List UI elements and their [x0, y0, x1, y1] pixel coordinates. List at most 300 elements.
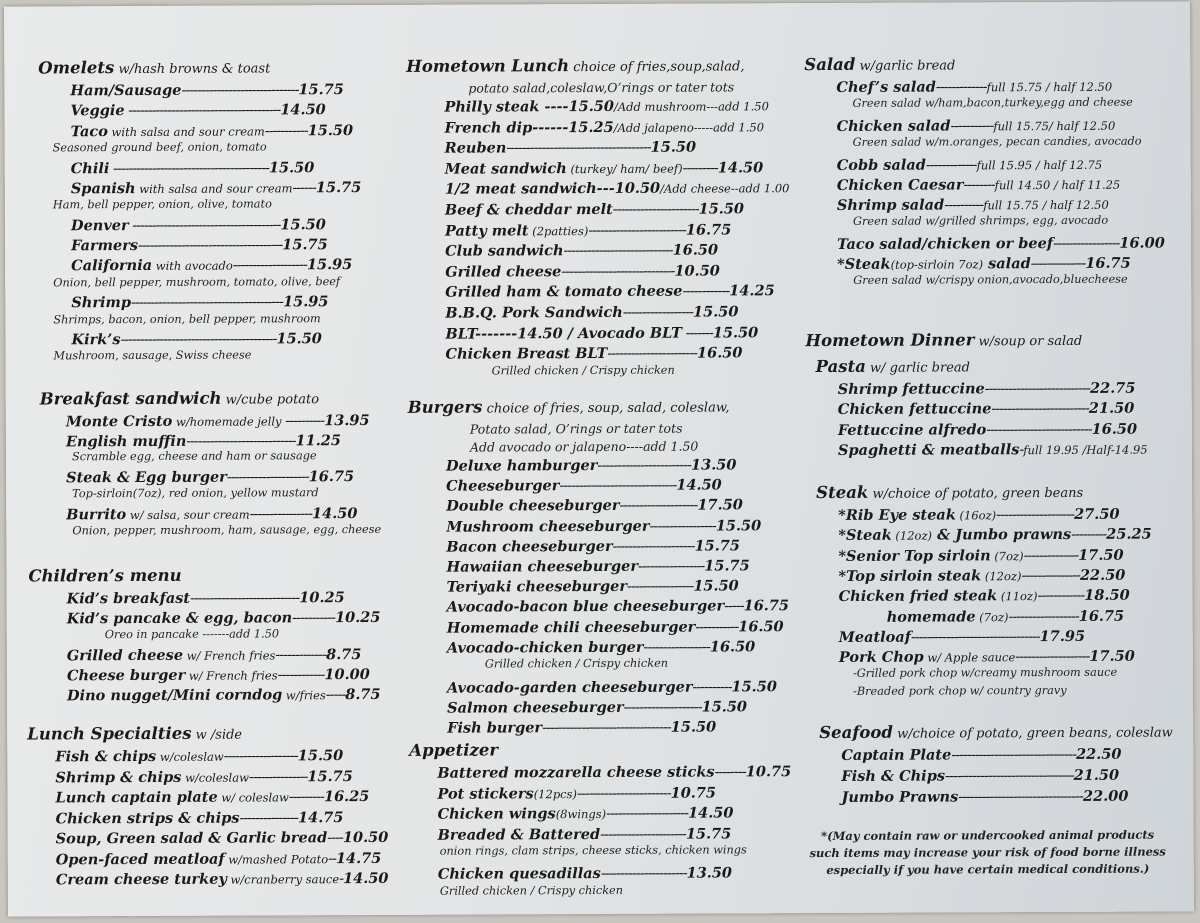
dot-leader: ------------- — [275, 647, 327, 664]
section-subtitle: w/soup or salad — [974, 333, 1083, 350]
item-price: 15.50 — [715, 516, 762, 535]
item-price: 15.50 — [712, 323, 759, 342]
item-name: Cheeseburger — [446, 477, 560, 495]
section-name: Hometown Dinner — [805, 330, 975, 351]
dot-leader: ------------------ — [622, 304, 694, 321]
item-name: Beef & cheddar melt — [444, 200, 613, 219]
section-title — [816, 356, 970, 376]
menu-item — [447, 638, 755, 656]
item-price: 14.75 — [335, 849, 382, 867]
item-name: French dip------15.25 — [444, 118, 614, 137]
item-price: 14.50 — [717, 159, 764, 177]
dot-leader: ---------------------------- — [563, 242, 673, 260]
item-price: 15.95 — [283, 293, 329, 311]
dot-leader: -------------------------------------- — [128, 217, 281, 234]
dot-leader: ------------------------ — [576, 785, 671, 802]
item-price: 22.00 — [1082, 787, 1129, 805]
item-extra: /Add jalapeno-----add 1.50 — [613, 119, 765, 135]
dot-leader: ---------------------------- — [190, 590, 300, 607]
section-title — [406, 55, 744, 75]
item-name: Pork Chop — [838, 648, 924, 667]
item-price: 21.50 — [1088, 400, 1135, 418]
item-size: (top-sirloin 7oz) — [890, 257, 984, 272]
dot-leader: ---------------------------- — [186, 432, 296, 450]
item-price-options: full 14.50 / half 11.25 — [994, 177, 1121, 193]
item-name: Fish & Chips — [841, 767, 946, 785]
menu-item — [446, 456, 736, 474]
menu-item — [56, 809, 344, 827]
item-name: *Steak — [837, 255, 891, 273]
item-name: Captain Plate — [841, 746, 952, 764]
item-price-options: full 19.95 /Half-14.95 — [1023, 442, 1148, 458]
dot-leader: ---------- — [692, 679, 732, 696]
item-size: w/ coleslaw — [217, 790, 289, 805]
dot-leader: ----------------- — [637, 558, 705, 575]
item-name: Lunch captain plate — [55, 788, 218, 807]
section-title — [27, 724, 242, 744]
item-price: 15.75 — [694, 537, 740, 555]
item-price: 15.75 — [685, 824, 732, 843]
menu-item — [446, 477, 722, 495]
section-name: Children’s menu — [28, 565, 182, 586]
item-price: 15.95 — [306, 256, 353, 274]
item-name: Chicken fried steak — [838, 587, 998, 606]
dot-leader: --------------------------------- — [944, 767, 1074, 785]
dot-leader: ------------ — [277, 666, 325, 684]
item-name: Chicken Caesar — [836, 176, 964, 194]
dot-leader: -------- — [714, 764, 746, 781]
menu-item — [445, 200, 744, 218]
item-name: Shrimp & chips — [55, 768, 182, 786]
item-price: 15.75 — [298, 81, 344, 99]
dot-leader: ----- — [325, 686, 346, 703]
dot-leader: ----------------- — [649, 518, 716, 535]
dot-leader: --------------------------------- — [910, 628, 1040, 646]
item-price: 21.50 — [1073, 766, 1120, 784]
dot-leader: ------------------ — [1008, 608, 1079, 625]
menu-item — [66, 432, 341, 450]
item-price-options: full 15.75 / half 12.50 — [986, 79, 1113, 95]
menu-item — [438, 864, 732, 882]
item-name: Patty melt — [444, 221, 529, 240]
item-description: Green salad w/m.oranges, pecan candies, avocado — [852, 134, 1142, 149]
dot-leader: --------- — [682, 160, 718, 177]
item-name: Kid’s pancake & egg, bacon — [66, 609, 293, 628]
dot-leader: -------------- — [1030, 255, 1086, 273]
item-price: 17.50 — [697, 496, 743, 514]
menu-item — [445, 118, 765, 136]
item-price: 15.75 — [282, 236, 328, 254]
menu-item — [446, 517, 761, 535]
item-extra: /Add mushroom---add 1.50 — [613, 99, 769, 114]
menu-item — [447, 618, 784, 636]
item-name: Philly steak ----15.50 — [444, 97, 614, 116]
section-name: Salad — [804, 54, 856, 75]
item-size: w/coleslaw — [156, 749, 224, 764]
item-price: 8.75 — [345, 685, 381, 703]
section-name: Burgers — [407, 397, 483, 417]
menu-item — [887, 607, 1125, 625]
menu-item — [66, 505, 357, 523]
item-price: 15.50 — [280, 215, 326, 234]
dot-leader: --------------------------------------- — [124, 102, 281, 120]
menu-item — [71, 159, 315, 177]
item-name: BLT-------14.50 / Avocado BLT — [445, 324, 682, 343]
menu-item — [55, 747, 343, 765]
dot-leader: ------------- — [935, 79, 987, 96]
item-description: Scramble egg, cheese and ham or sausage — [71, 449, 317, 464]
menu-item — [837, 156, 1102, 174]
item-name: Soup, Green salad & Garlic bread — [55, 829, 328, 848]
item-name: Chicken strips & chips — [55, 809, 240, 827]
dot-leader: --------------------- — [606, 805, 689, 822]
item-name: Taco salad/chicken or beef — [837, 235, 1054, 253]
item-size: w/homemade jelly — [172, 414, 286, 429]
item-name: Meat sandwich — [444, 159, 567, 178]
item-price: 16.75 — [685, 221, 732, 239]
item-price: 16.50 — [672, 241, 719, 259]
item-description: Mushroom, sausage, Swiss cheese — [53, 348, 252, 363]
item-price: 15.50 — [701, 698, 748, 716]
item-price: 8.75 — [326, 645, 362, 664]
section-name: Appetizer — [409, 740, 499, 760]
item-price: 25.25 — [1106, 525, 1152, 544]
menu-item — [71, 179, 362, 197]
menu-item — [838, 420, 1137, 438]
dot-leader: ---------------------- — [600, 826, 686, 843]
item-name: Homemade chili cheeseburger — [446, 618, 696, 637]
section-title — [816, 482, 1083, 502]
dot-leader: -------- — [963, 177, 995, 194]
item-size: with salsa and sour cream — [135, 181, 293, 196]
menu-item — [71, 216, 326, 234]
dot-leader: ---------------------------------------- — [120, 331, 277, 349]
menu-item — [56, 870, 389, 888]
item-name: homemade — [886, 607, 976, 626]
item-size: w/coleslaw — [181, 770, 249, 785]
item-size: (12pcs) — [533, 786, 578, 801]
menu-item — [67, 685, 381, 703]
item-size: w/cranberry sauce — [226, 872, 340, 887]
item-price: 17.50 — [1089, 647, 1135, 665]
item-name: Dino nugget/Mini corndog — [66, 685, 283, 704]
dot-leader: ------------------- — [223, 748, 298, 765]
item-name: Chicken quesadillas — [437, 864, 601, 883]
menu-item — [67, 646, 362, 664]
item-size: w/ French fries — [182, 648, 276, 663]
disclaimer-line: especially if you have certain medical conditions.) — [826, 861, 1150, 878]
section-subtitle-line: potato salad,coleslaw,O’rings or tater tots — [468, 79, 735, 96]
item-description: Oreo in pancake -------add 1.50 — [104, 626, 280, 641]
item-name: Cobb salad — [836, 156, 926, 174]
item-name: California — [71, 257, 153, 275]
item-name: Cream cheese turkey — [55, 870, 227, 889]
item-price: 16.50 — [738, 617, 784, 635]
menu-item — [841, 746, 1121, 764]
item-size: (7oz) — [990, 548, 1024, 563]
item-name: Ham/Sausage — [70, 81, 182, 100]
menu-page — [4, 1, 1194, 916]
menu-item — [838, 546, 1123, 564]
menu-item — [839, 628, 1085, 646]
item-price: 15.75 — [315, 178, 362, 197]
item-price: 22.50 — [1079, 566, 1126, 584]
item-price: 13.50 — [690, 456, 737, 474]
menu-item — [841, 788, 1128, 806]
dot-leader: --------------------------- — [984, 380, 1091, 398]
menu-item — [445, 303, 738, 321]
menu-item — [836, 78, 1112, 96]
section-subtitle: choice of fries,soup,salad, — [569, 59, 745, 76]
item-name: Shrimp — [71, 294, 132, 312]
dot-leader: --------------------------------- — [542, 720, 671, 737]
menu-item — [841, 767, 1119, 785]
menu-item — [437, 763, 791, 782]
menu-item — [838, 567, 1125, 585]
item-name: Battered mozzarella cheese sticks — [437, 763, 715, 782]
menu-item — [447, 578, 739, 596]
dot-leader: -------------------------------- — [958, 788, 1084, 806]
menu-item — [67, 666, 370, 684]
item-price: 15.50 — [276, 330, 322, 348]
item-size: w/ Apple sauce — [923, 650, 1016, 665]
item-name: Cheese burger — [66, 666, 186, 685]
dot-leader: --------------- — [239, 809, 299, 827]
menu-item — [56, 849, 382, 867]
item-price: 16.50 — [1091, 420, 1138, 438]
dot-leader: ------------------- — [232, 257, 307, 274]
dot-leader: ----------------- — [626, 578, 694, 596]
menu-item — [66, 412, 370, 430]
item-extra: /Add cheese--add 1.00 — [660, 181, 790, 197]
item-price: 22.50 — [1076, 745, 1122, 763]
dot-leader: -------------------- — [619, 497, 698, 515]
section-subtitle: w /side — [191, 727, 243, 743]
item-name: English muffin — [65, 432, 187, 450]
dot-leader: ---------------------- — [600, 865, 687, 882]
menu-item — [71, 236, 328, 254]
item-name: Fish & chips — [55, 747, 157, 766]
item-price: 16.75 — [1078, 607, 1125, 625]
section-subtitle: w/choice of potato, green beans, coleslaw — [892, 725, 1173, 742]
dot-leader: ------------------------------ — [181, 82, 299, 99]
menu-item — [837, 255, 1131, 273]
item-description: Grilled chicken / Crispy chicken — [439, 883, 624, 898]
item-price: 10.75 — [670, 783, 717, 802]
dot-leader: -------------------------------- — [951, 746, 1077, 764]
menu-item — [837, 235, 1165, 253]
item-name: Grilled cheese — [66, 646, 184, 665]
item-price-options: full 15.75/ half 12.50 — [993, 118, 1116, 134]
dot-leader: ------------------------------------- — [137, 237, 283, 255]
menu-item — [56, 829, 389, 847]
menu-item — [55, 768, 353, 786]
item-price: 14.25 — [729, 282, 775, 300]
item-price: 13.50 — [686, 864, 733, 882]
item-name: Farmers — [71, 237, 139, 255]
dot-leader: ---------- — [285, 413, 325, 430]
item-description: Grilled chicken / Crispy chicken — [484, 656, 669, 671]
item-price: 10.75 — [745, 763, 792, 781]
item-price: 16.75 — [743, 597, 790, 615]
item-description: Ham, bell pepper, onion, olive, tomato — [52, 197, 272, 212]
item-name: Fettuccine alfredo — [837, 421, 987, 439]
item-name: Denver — [70, 216, 129, 234]
section-title — [38, 57, 270, 77]
dot-leader: -- — [328, 850, 336, 867]
item-size: (8wings) — [555, 806, 607, 822]
menu-item — [839, 587, 1130, 605]
menu-item — [446, 537, 740, 555]
item-price: 15.75 — [704, 557, 750, 575]
item-size: (7oz) — [975, 609, 1009, 624]
item-size: (16oz) — [955, 508, 997, 523]
section-subtitle: w/choice of potato, green beans — [868, 485, 1084, 502]
item-price: 17.50 — [1078, 546, 1124, 564]
item-price: 16.00 — [1119, 234, 1165, 252]
section-title — [804, 54, 955, 74]
item-name: Avocado-chicken burger — [446, 638, 644, 657]
item-name: Chili — [70, 159, 110, 177]
item-size: (turkey/ ham/ beef) — [566, 161, 683, 176]
item-description: Green salad w/ham,bacon,turkey,egg and cheese — [852, 95, 1133, 110]
dot-leader: ----------- — [695, 618, 739, 636]
dot-leader: --------------------- — [612, 538, 695, 555]
item-price-options: full 15.95 / half 12.75 — [976, 157, 1103, 173]
item-name: Grilled cheese — [445, 262, 562, 281]
item-price: 10.00 — [324, 665, 370, 683]
item-price: 16.25 — [323, 788, 370, 806]
dot-leader: ------- — [681, 325, 713, 342]
item-name: Chicken Breast BLT — [445, 345, 608, 363]
menu-item — [837, 176, 1120, 194]
section-title — [819, 721, 1173, 742]
menu-item — [447, 678, 777, 696]
dot-leader: -------------------- — [996, 506, 1075, 524]
dot-leader: --------------------------- — [986, 421, 1092, 439]
item-description: Shrimps, bacon, onion, bell pepper, mushroom — [53, 311, 321, 326]
item-price: 14.75 — [297, 808, 344, 826]
dot-leader: --------- — [1071, 527, 1107, 544]
item-name: Pot stickers — [437, 784, 534, 803]
dot-leader: ------------------------- — [991, 401, 1089, 418]
section-title — [805, 330, 1082, 350]
item-size: w/fries — [282, 687, 326, 702]
item-price: 15.50 — [692, 303, 739, 321]
menu-item — [446, 557, 749, 575]
menu-item — [437, 784, 716, 802]
menu-item — [70, 81, 344, 99]
item-name: Teriyaki cheeseburger — [446, 578, 628, 596]
item-name: Mushroom cheeseburger — [446, 517, 650, 536]
item-name: Steak & Egg burger — [66, 469, 227, 487]
item-name-cont: & Jumbo prawns — [931, 526, 1072, 544]
item-description: Onion, pepper, mushroom, ham, sausage, egg, cheese — [72, 522, 382, 538]
item-name: Breaded & Battered — [437, 825, 601, 844]
section-subtitle: choice of fries, soup, salad, coleslaw, — [482, 400, 730, 417]
menu-item — [445, 324, 758, 342]
item-name: Club sandwich — [445, 242, 564, 260]
section-name: Omelets — [38, 58, 115, 78]
item-price: 14.50 — [280, 101, 326, 119]
dot-leader: ----------------------- — [607, 345, 698, 363]
item-name: Taco — [70, 122, 108, 140]
item-name: Bacon cheeseburger — [446, 537, 613, 556]
dot-leader: --------------------------------------- — [130, 294, 284, 312]
section-subtitle-line: Potato salad, O’rings or tater tots — [469, 420, 683, 437]
item-description: -Grilled pork chop w/creamy mushroom sauce — [852, 666, 1118, 681]
item-price: 22.75 — [1089, 379, 1136, 397]
dot-leader: -------------------- — [623, 699, 702, 717]
item-price: 14.50 — [688, 804, 734, 822]
dot-leader: ---- — [327, 830, 343, 847]
item-name: Meatloaf — [838, 628, 912, 646]
item-name: Veggie — [70, 102, 125, 120]
item-price: 14.50 — [676, 476, 722, 494]
menu-item — [445, 139, 696, 157]
item-size: (2patties) — [528, 223, 589, 238]
dot-leader: -------------- — [1023, 547, 1079, 564]
item-name: Avocado-bacon blue cheeseburger — [446, 597, 725, 617]
item-price: 15.50 — [693, 577, 739, 595]
section-subtitle-line: Add avocado or jalapeno----add 1.50 — [469, 438, 699, 455]
item-size: w/mashed Potato — [224, 851, 329, 867]
item-price: 15.50 — [268, 158, 315, 176]
section-title — [40, 388, 319, 408]
section-name: Pasta — [815, 356, 866, 377]
menu-item — [838, 526, 1151, 544]
item-price: 16.75 — [308, 468, 355, 486]
dot-leader: ------------------- — [1015, 648, 1090, 666]
item-description: Onion, bell pepper, mushroom, tomato, olive, beef — [53, 274, 341, 289]
item-name: *Rib Eye steak — [838, 506, 956, 524]
menu-item — [447, 719, 716, 737]
item-description: Green salad w/crispy onion,avocado,bluecheese — [853, 272, 1128, 287]
item-name: B.B.Q. Pork Sandwich — [445, 303, 623, 322]
item-name: Salmon cheeseburger — [447, 699, 624, 717]
section-subtitle: w/garlic bread — [855, 58, 956, 74]
item-name: *Top sirloin steak — [838, 567, 982, 585]
dot-leader: ---------------------------------------- — [109, 159, 269, 177]
section-name: Lunch Specialties — [27, 723, 192, 744]
item-price: 10.50 — [342, 828, 389, 847]
menu-item — [446, 345, 743, 363]
menu-item — [447, 598, 789, 616]
section-subtitle: w/cube potato — [221, 392, 320, 408]
dot-leader: ------------ — [1037, 588, 1085, 605]
item-price: 15.50 — [650, 138, 697, 156]
dot-leader: ------------------------------ — [559, 477, 677, 495]
menu-item — [71, 122, 354, 140]
item-price: 14.50 — [311, 505, 358, 523]
item-price: 10.50 — [674, 262, 720, 280]
item-price: 14.50 — [343, 869, 389, 888]
dot-leader: ---------------------- — [612, 201, 699, 218]
dot-leader: ------ — [292, 180, 316, 197]
dot-leader: ----------------- — [643, 639, 710, 656]
dot-leader: --------------- — [248, 768, 308, 786]
item-name: Shrimp fettuccine — [837, 380, 985, 398]
item-name: Spanish — [70, 179, 136, 198]
item-description: Top-sirloin(7oz), red onion, yellow mustard — [72, 486, 319, 501]
item-price: 15.75 — [307, 767, 353, 785]
item-name: Kid’s breakfast — [66, 589, 191, 608]
item-name: Open-faced meatloaf — [55, 850, 225, 868]
dot-leader: ----------------------------- — [561, 263, 675, 280]
menu-item — [67, 589, 345, 607]
section-subtitle: w/ garlic bread — [865, 360, 970, 376]
menu-item — [838, 380, 1136, 398]
